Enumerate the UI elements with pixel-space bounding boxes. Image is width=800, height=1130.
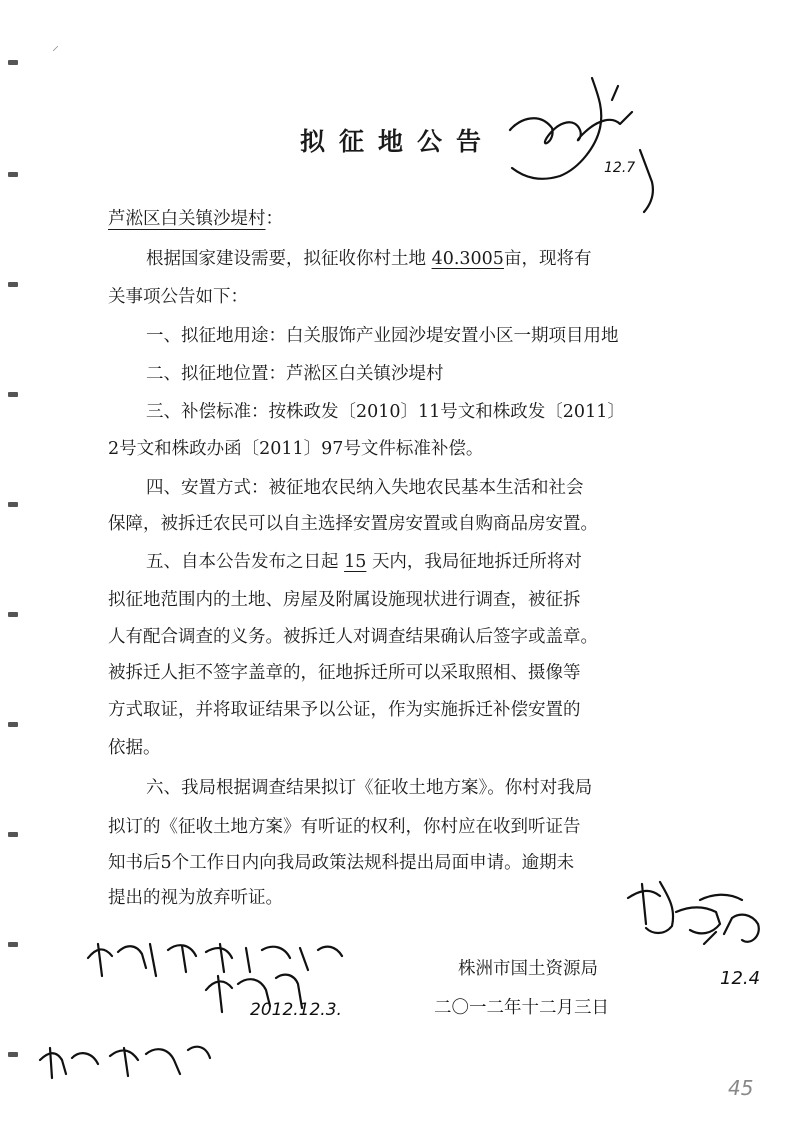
page-title: 拟征地公告 [300, 127, 496, 156]
item-4-line-1: 四、安置方式：被征地农民纳入失地农民基本生活和社会 [146, 478, 584, 498]
intro-line-2: 关事项公告如下： [108, 287, 248, 307]
item-5-line-3: 人有配合调查的义务。被拆迁人对调查结果确认后签字或盖章。 [108, 627, 598, 647]
item-3-line-2: 2号文和株政办函〔2011〕97号文件标准补偿。 [108, 439, 484, 459]
item-4-line-2: 保障，被拆迁农民可以自主选择安置房安置或自购商品房安置。 [108, 514, 598, 534]
signature-top-right-tail [612, 86, 653, 212]
item-1: 一、拟征地用途：白关服饰产业园沙堤安置小区一期项目用地 [146, 326, 619, 346]
item-2: 二、拟征地位置：芦淞区白关镇沙堤村 [146, 364, 444, 384]
item-5-line-6: 依据。 [108, 738, 161, 758]
item-5-line-5: 方式取证，并将取证结果予以公证，作为实施拆迁补偿安置的 [108, 700, 581, 720]
notice-days: 15 [344, 552, 367, 572]
scan-speck: ⸝ [52, 38, 59, 54]
handwritten-right-date: 12.4 [720, 968, 761, 989]
intro-prefix: 根据国家建设需要，拟征收你村土地 [146, 249, 426, 269]
item-6-line-4: 提出的视为放弃听证。 [108, 888, 283, 908]
item-5-line-2: 拟征地范围内的土地、房屋及附属设施现状进行调查，被征拆 [108, 590, 581, 610]
intro-suffix: 亩，现将有 [503, 249, 592, 269]
addressee-colon: ： [265, 209, 283, 229]
land-area: 40.3005 [431, 249, 504, 269]
page-number: 45 [728, 1076, 754, 1100]
issuer: 株洲市国土资源局 [458, 959, 598, 979]
signature-review-right [628, 882, 759, 944]
item-6-line-2: 拟订的《征收土地方案》有听证的权利，你村应在收到听证告 [108, 817, 581, 837]
addressee: 芦淞区白关镇沙堤村 [108, 209, 266, 229]
item-6-line-1: 六、我局根据调查结果拟订《征收土地方案》。你村对我局 [146, 778, 593, 798]
item-3-line-1: 三、补偿标准：按株政发〔2010〕11号文和株政发〔2011〕 [146, 402, 625, 422]
handwritten-top-date: 12.7 [604, 160, 636, 176]
item-5-prefix: 五、自本公告发布之日起 [146, 552, 339, 572]
item-5-suffix: 天内，我局征地拆迁所将对 [371, 552, 582, 572]
issue-date: 二〇一二年十二月三日 [434, 998, 609, 1018]
approval-date: 2012.12.3. [250, 1000, 342, 1020]
item-5-line-4: 被拆迁人拒不签字盖章的，征地拆迁所可以采取照相、摄像等 [108, 663, 581, 683]
item-6-line-3: 知书后5个工作日内向我局政策法规科提出局面申请。逾期未 [108, 853, 575, 873]
